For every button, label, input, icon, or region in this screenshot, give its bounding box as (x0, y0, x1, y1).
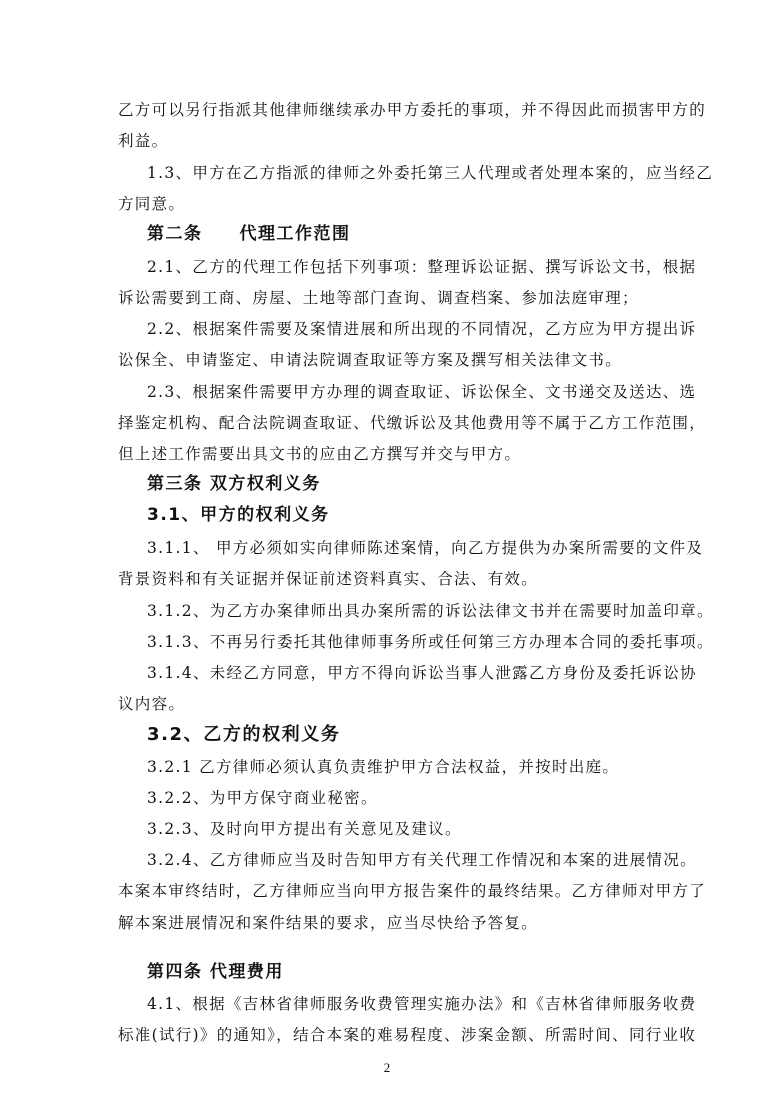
paragraph-line: 标准(试行)》的通知》，结合本案的难易程度、涉案金额、所需时间、同行业收 (118, 1026, 697, 1044)
paragraph-line: 但上述工作需要出具文书的应由乙方撰写并交与甲方。 (118, 445, 522, 463)
paragraph-line: 乙方可以另行指派其他律师继续承办甲方委托的事项，并不得因此而损害甲方的 (118, 101, 707, 119)
section-heading: 第三条 双方权利义务 (147, 474, 321, 494)
section-heading: 第四条 代理费用 (147, 962, 284, 982)
paragraph-line: 3.1.2、为乙方办案律师出具办案所需的诉讼法律文书并在需要时加盖印章。 (147, 602, 714, 620)
paragraph-line: 2.1、乙方的代理工作包括下列事项：整理诉讼证据、撰写诉讼文书，根据 (147, 258, 697, 276)
section-heading: 第二条 代理工作范围 (147, 224, 351, 244)
paragraph-line: 2.2、根据案件需要及案情进展和所出现的不同情况，乙方应为甲方提出诉 (147, 320, 697, 338)
paragraph-line: 解本案进展情况和案件结果的要求，应当尽快给予答复。 (118, 914, 539, 932)
paragraph-line: 4.1、根据《吉林省律师服务收费管理实施办法》和《吉林省律师服务收费 (147, 995, 697, 1013)
paragraph-line: 利益。 (118, 132, 169, 150)
subsection-heading: 3.2、乙方的权利义务 (147, 724, 341, 745)
paragraph-line: 3.1.1、 甲方必须如实向律师陈述案情，向乙方提供为办案所需要的文件及 (147, 539, 704, 557)
paragraph-line: 讼保全、申请鉴定、申请法院调查取证等方案及撰写相关法律文书。 (118, 351, 623, 369)
page-number: 2 (383, 1060, 391, 1075)
paragraph-line: 3.2.2、为甲方保守商业秘密。 (147, 789, 378, 807)
paragraph-line: 3.1.4、未经乙方同意，甲方不得向诉讼当事人泄露乙方身份及委托诉讼协 (147, 664, 697, 682)
paragraph-line: 3.2.1 乙方律师必须认真负责维护甲方合法权益，并按时出庭。 (147, 758, 620, 776)
paragraph-line: 2.3、根据案件需要甲方办理的调查取证、诉讼保全、文书递交及送达、选 (147, 383, 697, 401)
paragraph-line: 本案本审终结时，乙方律师应当向甲方报告案件的最终结果。乙方律师对甲方了 (118, 882, 707, 900)
paragraph-line: 3.1.3、不再另行委托其他律师事务所或任何第三方办理本合同的委托事项。 (147, 633, 714, 651)
paragraph-line: 方同意。 (118, 195, 186, 213)
paragraph-line: 3.2.4、乙方律师应当及时告知甲方有关代理工作情况和本案的进展情况。 (147, 851, 697, 869)
paragraph-line: 3.2.3、及时向甲方提出有关意见及建议。 (147, 820, 462, 838)
paragraph-line: 议内容。 (118, 695, 186, 713)
paragraph-line: 1.3、甲方在乙方指派的律师之外委托第三人代理或者处理本案的，应当经乙 (147, 164, 714, 182)
paragraph-line: 背景资料和有关证据并保证前述资料真实、合法、有效。 (118, 570, 539, 588)
subsection-heading: 3.1、甲方的权利义务 (147, 505, 330, 525)
paragraph-line: 择鉴定机构、配合法院调查取证、代缴诉讼及其他费用等不属于乙方工作范围， (118, 414, 707, 432)
paragraph-line: 诉讼需要到工商、房屋、土地等部门查询、调查档案、参加法庭审理； (118, 289, 639, 307)
